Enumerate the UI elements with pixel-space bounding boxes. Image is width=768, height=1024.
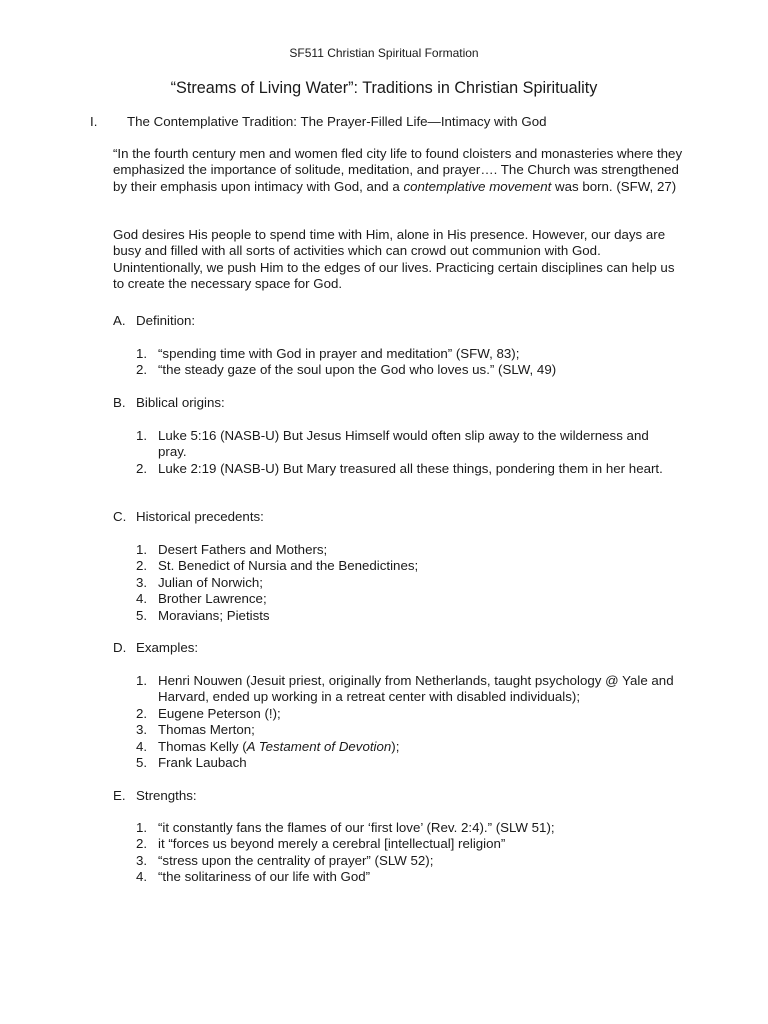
intro-paragraph: God desires His people to spend time with Him, alone in His presence. However, our days are busy and filled with all sorts of activities which can crowd out communion with God. Unintentionally, we push Him to the edges of our lives. Practicing certain disciplines can help us to create the necessary space for God. <box>113 227 675 292</box>
list-item: 2. it “forces us beyond merely a cerebral [intellectual] religion” <box>136 836 506 852</box>
subsection-letter: C. <box>113 509 127 524</box>
quote-text-start: “In the fourth century men and women fled city life to found cloisters and monasteries where they emphasized the importance of solitude, meditation, and prayer…. The Church was strengthened by their emphasis upon intimacy with God, and a <box>113 146 683 194</box>
subsection-letter: E. <box>113 788 126 803</box>
subsection-heading: Definition: <box>136 313 196 328</box>
subsection-heading: Biblical origins: <box>136 395 225 410</box>
list-item: 2. Eugene Peterson (!); <box>136 705 281 721</box>
subsection-letter: A. <box>113 313 126 328</box>
definition-list <box>136 346 676 379</box>
quote-emphasis: contemplative movement <box>403 178 552 194</box>
list-item: 2. St. Benedict of Nursia and the Benedictines; <box>136 558 419 574</box>
list-item: 1. Desert Fathers and Mothers; <box>136 542 328 557</box>
list-item: 4. “the solitariness of our life with God” <box>136 869 371 885</box>
list-item: 1. Luke 5:16 (NASB-U) But Jesus Himself would often slip away to the wilderness and pray. <box>136 428 649 460</box>
historical-precedents-list <box>136 542 676 624</box>
list-item: 1. “it constantly fans the flames of our ‘first love’ (Rev. 2:4).” (SLW 51); <box>136 820 555 835</box>
examples-list <box>136 673 676 771</box>
strengths-list <box>136 820 676 886</box>
document-title: “Streams of Living Water”: Traditions in Christian Spirituality <box>170 79 598 97</box>
list-item: 3. Thomas Merton; <box>136 722 255 738</box>
list-item: 2. “the steady gaze of the soul upon the God who loves us.” (SLW, 49) <box>136 362 557 378</box>
subsection-letter: B. <box>113 395 126 410</box>
quote-text-end: was born. (SFW, 27) <box>551 178 677 194</box>
page-header: SF511 Christian Spiritual Formation <box>289 46 479 60</box>
list-item: 1. Henri Nouwen (Jesuit priest, originally from Netherlands, taught psychology @ Yale and Harvard, ended up working in a retreat center with disabled individuals); <box>136 673 674 705</box>
subsection-heading: Historical precedents: <box>136 509 264 524</box>
list-item: 4. Thomas Kelly (A Testament of Devotion); <box>136 738 400 754</box>
list-item: 5. Moravians; Pietists <box>136 607 270 623</box>
quote-paragraph <box>113 146 685 195</box>
list-item: 4. Brother Lawrence; <box>136 591 267 607</box>
section-number: I. <box>90 114 98 129</box>
biblical-origins-list <box>136 428 676 477</box>
list-item: 3. Julian of Norwich; <box>136 574 263 590</box>
list-item: 5. Frank Laubach <box>136 755 247 771</box>
subsection-letter: D. <box>113 640 127 655</box>
list-item: 1. “spending time with God in prayer and meditation” (SFW, 83); <box>136 346 520 361</box>
subsection-heading: Examples: <box>136 640 199 655</box>
section-title: The Contemplative Tradition: The Prayer-Filled Life—Intimacy with God <box>127 114 547 129</box>
book-title: A Testament of Devotion <box>246 738 392 754</box>
subsection-heading: Strengths: <box>136 788 197 803</box>
list-item: 3. “stress upon the centrality of prayer” (SLW 52); <box>136 852 434 868</box>
list-item: 2. Luke 2:19 (NASB-U) But Mary treasured all these things, pondering them in her heart. <box>136 460 663 476</box>
